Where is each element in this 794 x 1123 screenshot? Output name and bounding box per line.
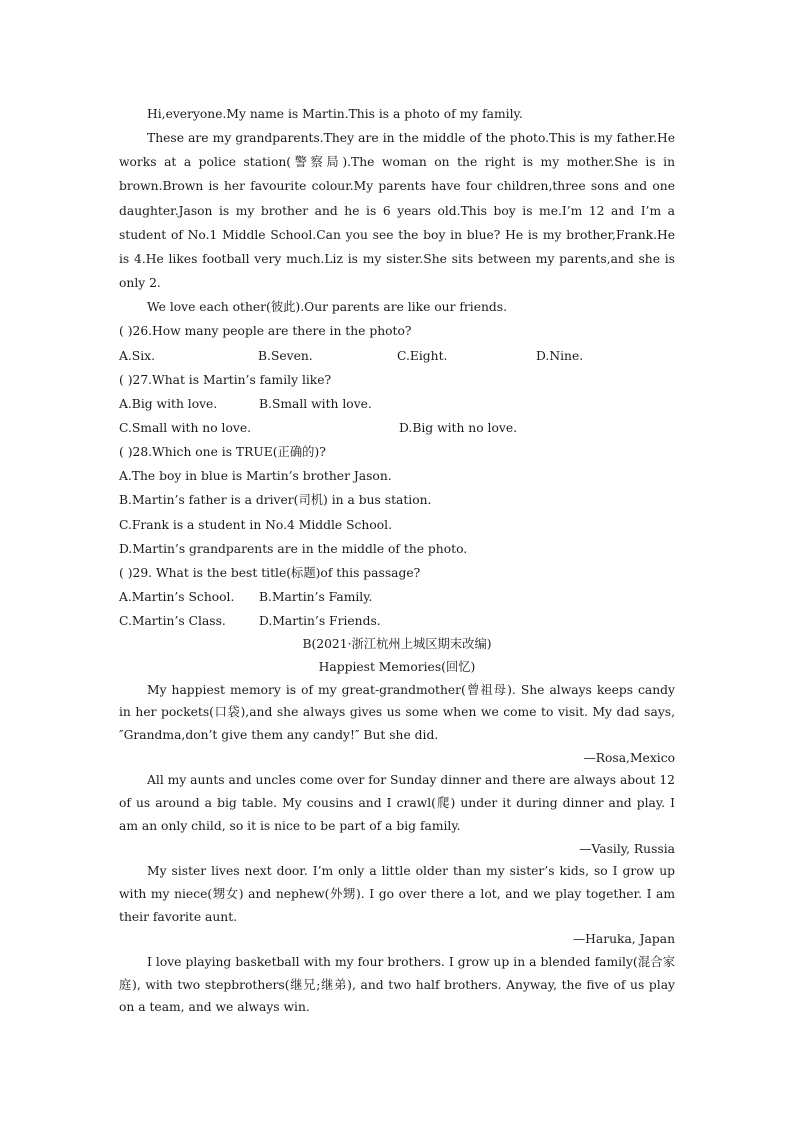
q29-option-b: B.Martin’s Family.	[259, 589, 373, 604]
q29-option-a: A.Martin’s School.	[119, 589, 235, 604]
q27-option-a: A.Big with love.	[119, 396, 218, 411]
q26-option-c: C.Eight.	[397, 348, 448, 363]
q27-option-d: D.Big with no love.	[399, 420, 518, 435]
passage-b-entry-4: I love playing basketball with my four brothers. I grow up in a blended family(混合家庭), with two stepbrothers(继兄;继弟), and two half brothers. Anyway, the five of us play on a team, and we always win.	[119, 955, 675, 1015]
question-29-options-row-2	[119, 609, 675, 633]
q26-option-a: A.Six.	[119, 348, 155, 363]
question-29-options-row-1	[119, 585, 675, 609]
q27-option-b: B.Small with love.	[259, 396, 372, 411]
q28-option-c: C.Frank is a student in No.4 Middle School.	[119, 517, 392, 532]
q27-option-c: C.Small with no love.	[119, 420, 251, 435]
question-26-options	[119, 344, 675, 368]
passage-a-paragraph-2: These are my grandparents.They are in the middle of the photo.This is my father.He works at a police station(警察局).The woman on the right is my mother.She is in brown.Brown is her favourite colour.My parents have four children,three sons and one daughter.Jason is my brother and he is 6 years old.This boy is me.I’m 12 and I’m a student of No.1 Middle School.Can you see the boy in blue? He is my brother,Frank.He is 4.He likes football very much.Liz is my sister.She sits between my parents,and she is only 2.	[119, 131, 675, 291]
passage-a-paragraph-1: Hi,everyone.My name is Martin.This is a photo of my family.	[147, 107, 523, 121]
passage-a-paragraph-3: We love each other(彼此).Our parents are like our friends.	[147, 300, 508, 315]
passage-b-title: Happiest Memories(回忆)	[318, 659, 476, 674]
question-28-stem: ( )28.Which one is TRUE(正确的)?	[119, 445, 326, 460]
passage-b-source: B(2021·浙江杭州上城区期末改编)	[302, 637, 492, 652]
q26-option-b: B.Seven.	[258, 348, 313, 363]
passage-b-entry-2: All my aunts and uncles come over for Sunday dinner and there are always about 12 of us around a big table. My cousins and I crawl(爬) under it during dinner and play. I am an only child, so it is nice to be part of a big family.	[119, 773, 675, 833]
q28-option-b: B.Martin’s father is a driver(司机) in a bus station.	[119, 493, 432, 508]
passage-b-entry-3: My sister lives next door. I’m only a little older than my sister’s kids, so I grow up with my niece(甥女) and nephew(外甥). I go over there a lot, and we play together. I am their favorite aunt.	[119, 864, 675, 924]
passage-b-entry-1-author: —Rosa,Mexico	[583, 750, 675, 765]
question-26-stem: ( )26.How many people are there in the photo?	[119, 324, 412, 339]
question-27-options-row-1	[119, 392, 675, 416]
q29-option-c: C.Martin’s Class.	[119, 614, 226, 629]
q28-option-d: D.Martin’s grandparents are in the middle of the photo.	[119, 541, 468, 556]
q28-option-a: A.The boy in blue is Martin’s brother Jason.	[119, 469, 392, 484]
q29-option-d: D.Martin’s Friends.	[259, 614, 381, 629]
question-27-options-row-2	[119, 416, 675, 440]
passage-b-entry-2-author: —Vasily, Russia	[579, 841, 675, 856]
document-content	[119, 102, 675, 1019]
q26-option-d: D.Nine.	[536, 348, 584, 363]
question-29-stem: ( )29. What is the best title(标题)of this passage?	[119, 565, 421, 580]
question-27-stem: ( )27.What is Martin’s family like?	[119, 372, 332, 387]
passage-b-entry-3-author: —Haruka, Japan	[572, 932, 675, 947]
passage-b-entry-1: My happiest memory is of my great-grandmother(曾祖母). She always keeps candy in her pockets(口袋),and she always gives us some when we come to visit. My dad says,″Grandma,don’t give them any candy!″ But she did.	[119, 682, 675, 743]
